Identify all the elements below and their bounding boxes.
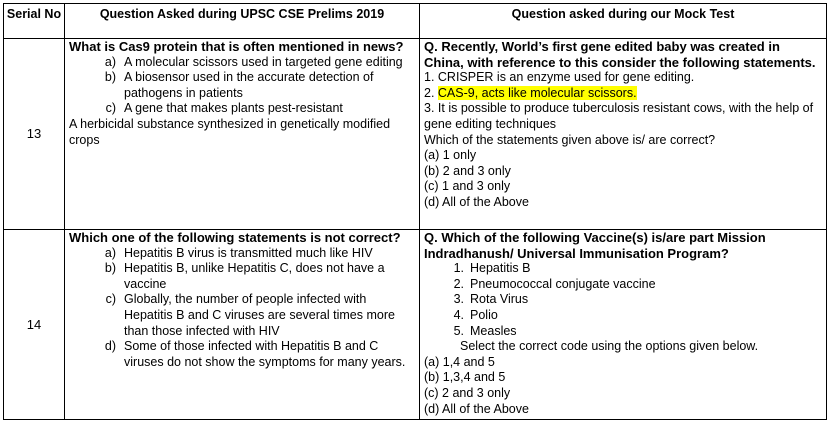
header-serial: Serial No xyxy=(4,4,65,39)
answer-option: (c) 1 and 3 only xyxy=(424,179,511,194)
comparison-table xyxy=(3,3,827,420)
option-item: c) A gene that makes plants pest-resistant xyxy=(105,101,343,116)
mock-question-cell xyxy=(420,230,827,420)
question-prompt: Which of the statements given above is/ are correct? xyxy=(424,132,716,147)
serial-number: 14 xyxy=(4,230,65,420)
answer-option: (b) 2 and 3 only xyxy=(424,163,511,178)
answer-option: (a) 1,4 and 5 xyxy=(424,354,495,369)
answer-option: (c) 2 and 3 only xyxy=(424,385,511,400)
option-extra: A herbicidal substance synthesized in genetically modified crops xyxy=(69,116,391,147)
option-item: d) Some of those infected with Hepatitis B and C viruses do not show the symptoms for many years. xyxy=(104,339,406,369)
list-item: 3. Rota Virus xyxy=(453,292,529,307)
answer-option: (d) All of the Above xyxy=(424,401,529,416)
list-item: 1. Hepatitis B xyxy=(453,261,531,276)
option-item: b) Hepatitis B, unlike Hepatitis C, does not have a vaccine xyxy=(104,261,385,291)
option-item: a) Hepatitis B virus is transmitted much like HIV xyxy=(104,245,373,260)
table-row xyxy=(4,230,827,420)
highlighted-text: CAS-9, acts like molecular scissors. xyxy=(437,85,637,100)
option-item: c) Globally, the number of people infected with Hepatitis B and C viruses are several times more than those infected with HIV xyxy=(105,292,395,338)
mock-question-cell xyxy=(420,39,827,230)
header-upsc: Question Asked during UPSC CSE Prelims 2019 xyxy=(65,4,420,39)
statement-1: 1. CRISPER is an enzyme used for gene editing. xyxy=(424,70,695,85)
question-prompt: Select the correct code using the options given below. xyxy=(460,339,759,354)
option-item: a) A molecular scissors used in targeted gene editing xyxy=(104,54,403,69)
list-item: 4. Polio xyxy=(453,307,498,322)
upsc-question: Which one of the following statements is not correct? xyxy=(69,230,401,245)
list-item: 5. Measles xyxy=(453,323,517,338)
upsc-question-cell xyxy=(65,39,420,230)
answer-option: (a) 1 only xyxy=(424,148,477,163)
mock-question: Q. Which of the following Vaccine(s) is/are part Mission Indradhanush/ Universal Immunisation Program? xyxy=(424,230,766,261)
upsc-question-cell xyxy=(65,230,420,420)
mock-question: Q. Recently, World’s first gene edited baby was created in China, with reference to this consider the following statements. xyxy=(424,39,816,70)
list-item: 2. Pneumococcal conjugate vaccine xyxy=(453,276,656,291)
serial-number: 13 xyxy=(4,39,65,230)
statement-3: 3. It is possible to produce tuberculosis resistant cows, with the help of gene editing techniques xyxy=(424,101,814,131)
option-item: b) A biosensor used in the accurate detection of pathogens in patients xyxy=(104,70,374,100)
header-row xyxy=(4,4,827,39)
upsc-question: What is Cas9 protein that is often mentioned in news? xyxy=(69,39,404,54)
answer-option: (d) All of the Above xyxy=(424,194,529,209)
header-mock: Question asked during our Mock Test xyxy=(420,4,827,39)
statement-2: 2. CAS-9, acts like molecular scissors. xyxy=(424,85,637,100)
table-row xyxy=(4,39,827,230)
answer-option: (b) 1,3,4 and 5 xyxy=(424,370,506,385)
